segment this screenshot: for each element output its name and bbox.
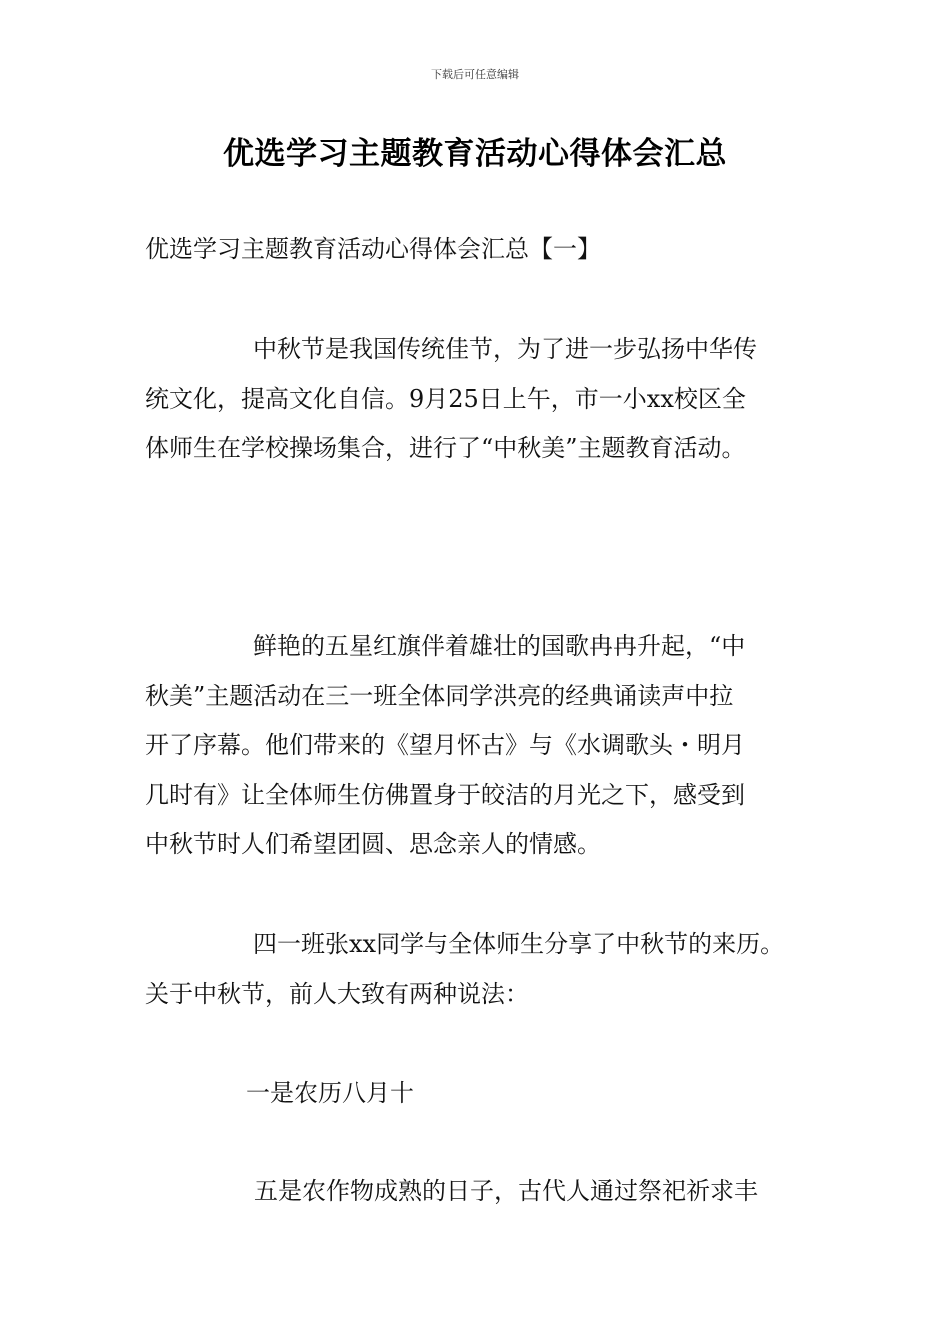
paragraph-line: 五是农作物成熟的日子，古代人通过祭祀祈求丰 (254, 1177, 758, 1205)
paragraph-line: 开了序幕。他们带来的《望月怀古》与《水调歌头・明月 (145, 731, 745, 759)
paragraph-line: 鲜艳的五星红旗伴着雄壮的国歌冉冉升起，“中 (253, 632, 746, 660)
paragraph-line: 关于中秋节，前人大致有两种说法： (145, 979, 529, 1008)
paragraph-line: 几时有》让全体师生仿佛置身于皎洁的月光之下，感受到 (145, 780, 745, 809)
paragraph-line: 中秋节是我国传统佳节，为了进一步弘扬中华传 (253, 335, 757, 363)
paragraph-first-theory (246, 1069, 916, 1119)
paragraph-festival-origin (145, 920, 815, 1019)
paragraph-line: 秋美”主题活动在三一班全体同学洪亮的经典诵读声中拉 (145, 681, 734, 710)
section-heading: 优选学习主题教育活动心得体会汇总【一】 (145, 235, 601, 263)
paragraph-line: 中秋节时人们希望团圆、思念亲人的情感。 (145, 830, 601, 858)
document-title: 优选学习主题教育活动心得体会汇总 (223, 136, 727, 172)
paragraph-flag-ceremony (145, 622, 815, 870)
header-note: 下载后可任意编辑 (431, 68, 519, 81)
paragraph-mid-autumn-intro (145, 325, 815, 474)
paragraph-line: 四一班张xx同学与全体师生分享了中秋节的来历。 (253, 930, 785, 958)
paragraph-harvest (254, 1167, 924, 1217)
paragraph-line: 体师生在学校操场集合，进行了“中秋美”主题教育活动。 (145, 434, 746, 462)
paragraph-line: 统文化，提高文化自信。9月25日上午，市一小xx校区全 (145, 384, 746, 413)
paragraph-line: 一是农历八月十 (246, 1079, 414, 1107)
